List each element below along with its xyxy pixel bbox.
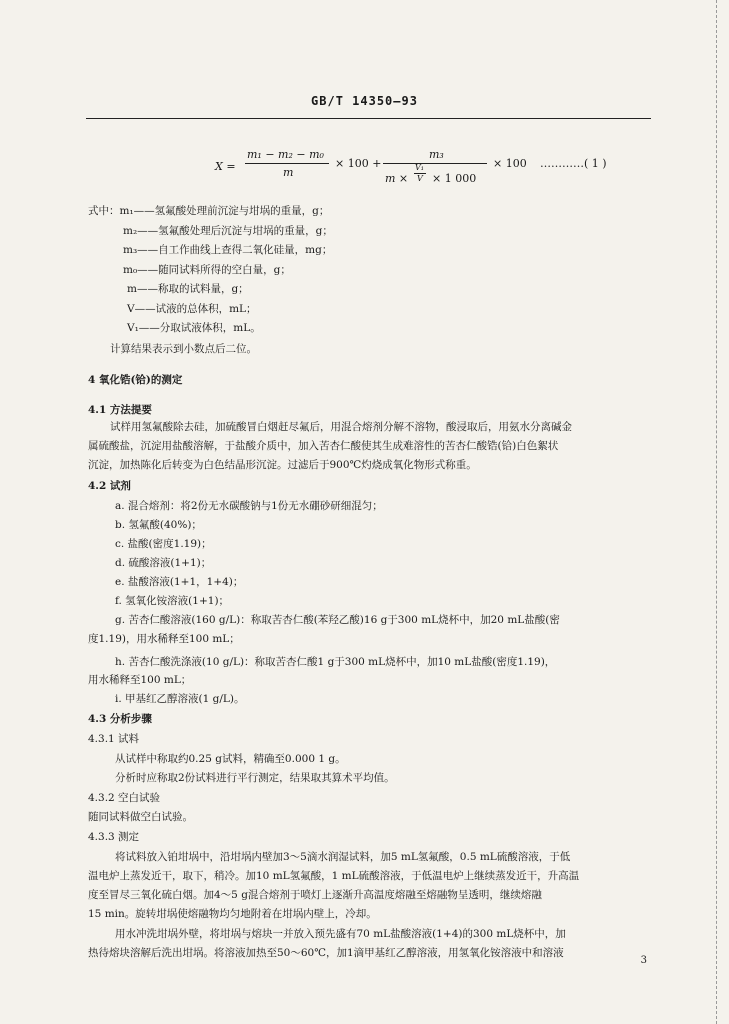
section-4-2-heading: 4.2 试剂 (88, 480, 131, 492)
section-4-3-3-line: 用水冲洗坩埚外壁，将坩埚与熔块一并放入预先盛有70 mL盐酸溶液(1+4)的300 mL烧杯中，加 (115, 928, 566, 940)
formula-sub-frac-numerator: V₁ (415, 163, 424, 172)
standard-header: GB/T 14350—93 (311, 94, 418, 108)
section-4-3-1-line: 从试样中称取约0.25 g试料，精确至0.000 1 g。 (115, 753, 346, 765)
section-4-title: 4 氧化锆(铪)的测定 (88, 374, 183, 386)
section-4-3-heading: 4.3 分析步骤 (88, 713, 152, 725)
formula-frac2-denominator-a: m × (385, 172, 409, 185)
formula-sub-frac-denominator: V (417, 174, 423, 183)
definition-m: m——称取的试料量，g； (127, 283, 249, 295)
definition-m2: m₂——氢氟酸处理后沉淀与坩埚的重量，g； (123, 225, 333, 237)
definition-V: V——试液的总体积，mL； (127, 303, 257, 315)
formula-equation-number: …………( 1 ) (540, 157, 607, 170)
reagent-item: f. 氢氧化铵溶液(1+1)； (115, 595, 230, 607)
formula-frac1-numerator: m₁ − m₂ − m₀ (247, 148, 324, 161)
reagent-item: g. 苦杏仁酸溶液(160 g/L)：称取苦杏仁酸(苯羟乙酸)16 g于300 mL烧杯中，加20 mL盐酸(密 (115, 614, 560, 626)
section-4-3-3-heading: 4.3.3 测定 (88, 831, 140, 843)
reagent-item: e. 盐酸溶液(1+1，1+4)； (115, 576, 244, 588)
result-precision-note: 计算结果表示到小数点后二位。 (110, 343, 257, 355)
scan-edge-line (715, 0, 717, 1024)
formula-times-100-plus: × 100 + (335, 157, 382, 170)
reagent-item: b. 氢氟酸(40%)； (115, 519, 202, 531)
section-4-3-1-line: 分析时应称取2份试料进行平行测定，结果取其算术平均值。 (115, 772, 395, 784)
section-4-1-line: 属硫酸盐，沉淀用盐酸溶解，于盐酸介质中，加入苦杏仁酸使其生成难溶性的苦杏仁酸锆(铪)白色絮状 (88, 440, 559, 452)
formula-frac1-denominator: m (283, 166, 294, 179)
section-4-3-3-line: 度至冒尽三氧化硫白烟。加4～5 g混合熔剂于喷灯上逐渐升高温度熔融至熔融物呈透明，继续熔融 (88, 889, 542, 901)
reagent-item: c. 盐酸(密度1.19)； (115, 538, 212, 550)
definition-m0: m₀——随同试料所得的空白量，g； (123, 264, 291, 276)
section-4-3-1-heading: 4.3.1 试料 (88, 733, 140, 745)
section-4-1-heading: 4.1 方法提要 (88, 404, 152, 416)
reagent-item: i. 甲基红乙醇溶液(1 g/L)。 (115, 693, 245, 705)
section-4-3-2-heading: 4.3.2 空白试验 (88, 792, 161, 804)
section-4-3-3-line: 温电炉上蒸发近干，取下，稍冷。加10 mL氢氟酸，1 mL硫酸溶液，于低温电炉上继续蒸发近干，升高温 (88, 870, 580, 882)
section-4-1-line: 试样用氢氟酸除去硅，加硫酸冒白烟赶尽氟后，用混合熔剂分解不溶物，酸浸取后，用氨水分离碱金 (110, 421, 572, 433)
section-4-3-3-line: 将试料放入铂坩埚中，沿坩埚内壁加3～5滴水润湿试料，加5 mL氢氟酸，0.5 mL硫酸溶液，于低 (115, 851, 571, 863)
reagent-item-continued: 度1.19)，用水稀释至100 mL； (88, 633, 240, 645)
formula-frac2-bar (383, 163, 487, 164)
section-4-3-2-line: 随同试料做空白试验。 (88, 811, 193, 823)
reagent-item: a. 混合熔剂：将2份无水碳酸钠与1份无水硼砂研细混匀； (115, 500, 383, 512)
formula-frac2-numerator: m₃ (429, 148, 444, 161)
formula-times-100: × 100 (493, 157, 527, 170)
formula-1 (215, 148, 645, 188)
definition-m1: 式中：m₁——氢氟酸处理前沉淀与坩埚的重量，g； (88, 205, 330, 217)
section-4-3-3-line: 热待熔块溶解后洗出坩埚。将溶液加热至50～60℃，加1滴甲基红乙醇溶液，用氢氧化铵溶液中和溶液 (88, 947, 564, 959)
formula-lhs: X = (215, 160, 236, 173)
formula-frac2-denominator-b: × 1 000 (432, 172, 477, 185)
reagent-item-continued: 用水稀释至100 mL； (88, 674, 192, 686)
definition-V1: V₁——分取试液体积，mL。 (127, 322, 261, 334)
section-4-1-line: 沉淀，加热陈化后转变为白色结晶形沉淀。过滤后于900℃灼烧成氧化物形式称重。 (88, 459, 477, 471)
reagent-item: d. 硫酸溶液(1+1)； (115, 557, 212, 569)
header-rule (86, 118, 651, 119)
section-4-3-3-line: 15 min。旋转坩埚使熔融物均匀地附着在坩埚内壁上，冷却。 (88, 908, 377, 920)
definition-m3: m₃——自工作曲线上查得二氧化硅量，mg； (123, 244, 333, 256)
reagent-item: h. 苦杏仁酸洗涤液(10 g/L)：称取苦杏仁酸1 g于300 mL烧杯中，加10 mL盐酸(密度1.19)， (115, 656, 556, 668)
page-number: 3 (640, 955, 647, 966)
formula-frac1-bar (245, 163, 329, 164)
